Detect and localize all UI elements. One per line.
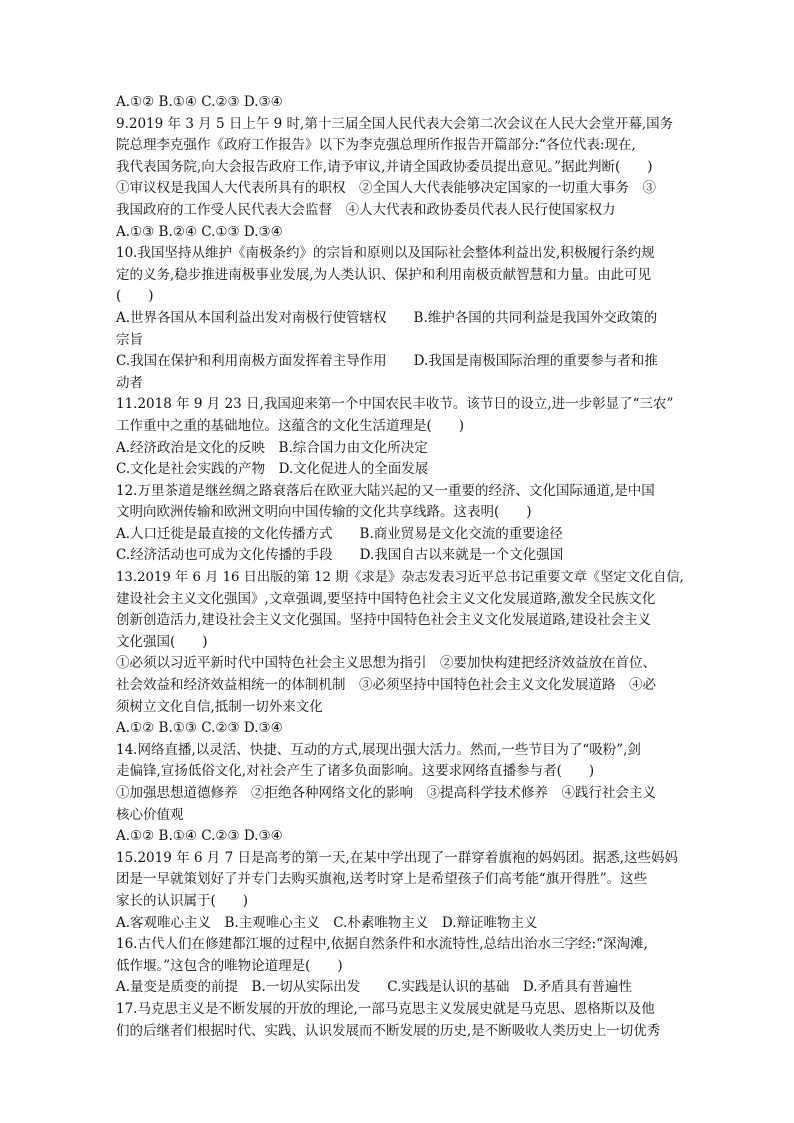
text-line: 家长的认识属于( ) [116,892,249,909]
text-line: 14.网络直播,以灵活、快捷、互动的方式,展现出强大活力。然而,一些节目为了“吸粉”,剑 [116,741,641,758]
text-line: A.客观唯心主义 B.主观唯心主义 C.朴素唯物主义 D.辩证唯物主义 [116,914,538,931]
text-line: 定的义务,稳步推进南极事业发展,为人类认识、保护和利用南极贡献智慧和力量。由此可见 [116,266,652,283]
text-line: 动者 [116,374,143,391]
text-line: 17.马克思主义是不断发展的开放的理论,一部马克思主义发展史就是马克思、恩格斯以及他 [116,1000,655,1017]
text-line: 建设社会主义文化强国》,文章强调,要坚持中国特色社会主义文化发展道路,激发全民族文化 [116,590,656,607]
text-line: 院总理李克强作《政府工作报告》以下为李克强总理所作报告开篇部分:“各位代表:现在, [116,137,636,154]
text-line: C.经济活动也可成为文化传播的手段 D.我国自古以来就是一个文化强国 [116,547,564,564]
text-line: 16.古代人们在修建都江堰的过程中,依据自然条件和水流特性,总结出治水三字经:“深淘滩, [116,936,648,953]
text-line: 我代表国务院,向大会报告政府工作,请予审议,并请全国政协委员提出意见。”据此判断( ) [116,158,653,175]
exam-page [116,92,690,1042]
text-line: ①审议权是我国人大代表所具有的职权 ②全国人大代表能够决定国家的一切重大事务 ③ [116,180,656,197]
text-line: ①加强思想道德修养 ②拒绝各种网络文化的影响 ③提高科学技术修养 ④践行社会主义 [116,785,656,801]
text-line: 我国政府的工作受人民代表大会监督 ④人大代表和政协委员代表人民行使国家权力 [116,201,616,218]
text-line: 社会效益和经济效益相统一的体制机制 ③必须坚持中国特色社会主义文化发展道路 ④必 [116,677,656,694]
text-line: 15.2019 年 6 月 7 日是高考的第一天,在某中学出现了一群穿着旗袍的妈妈团。据悉,这些妈妈 [116,849,679,866]
text-line: A.世界各国从本国利益出发对南极行使管辖权 B.维护各国的共同利益是我国外交政策的 [116,309,658,326]
text-line: 11.2018 年 9 月 23 日,我国迎来第一个中国农民丰收节。该节日的设立,进一步彰显了“三农” [116,396,674,413]
text-line: 12.万里茶道是继丝绸之路衰落后在欧亚大陆兴起的又一重要的经济、文化国际通道,是中国 [116,482,655,499]
text-line: 须树立文化自信,抵制一切外来文化 [116,698,323,715]
text-line: ①必须以习近平新时代中国特色社会主义思想为指引 ②要加快构建把经济效益放在首位、 [116,655,656,672]
text-line: A.人口迁徙是最直接的文化传播方式 B.商业贸易是文化交流的重要途径 [116,525,563,542]
text-line: 工作重中之重的基础地位。这蕴含的文化生活道理是( ) [116,417,465,434]
text-line: 创新创造活力,建设社会主义文化强国。坚持中国特色社会主义文化发展道路,建设社会主义 [116,612,652,629]
text-line: C.文化是社会实践的产物 D.文化促进人的全面发展 [116,461,429,478]
text-line: 低作堰。”这包含的唯物论道理是( ) [116,957,343,974]
text-line: A.经济政治是文化的反映 B.综合国力由文化所决定 [116,439,428,456]
text-line: A.①② B.①④ C.②③ D.③④ [116,94,283,110]
text-line: 文明向欧洲传输和欧洲文明向中国传输的文化共享线路。这表明( ) [116,504,532,521]
text-line: ( ) [116,288,154,305]
text-line: 13.2019 年 6 月 16 日出版的第 12 期《求是》杂志发表习近平总书记重要文章《坚定文化自信, [116,570,684,586]
text-line: A.①② B.①④ C.②③ D.③④ [116,828,283,845]
text-line: A.①③ B.②④ C.①③ D.③④ [116,223,283,240]
text-line: A.量变是质变的前提 B.一切从实际出发 C.实践是认识的基础 D.矛盾具有普遍性 [116,979,633,996]
text-line: 团是一早就策划好了并专门去购买旗袍,送考时穿上是希望孩子们高考能“旗开得胜”。这些 [116,871,648,888]
text-line: 们的后继者们根据时代、实践、认识发展而不断发展的历史,是不断吸收人类历史上一切优秀 [116,1022,661,1039]
text-line: 10.我国坚持从维护《南极条约》的宗旨和原则以及国际社会整体利益出发,积极履行条约规 [116,245,655,262]
text-line: 宗旨 [116,331,143,348]
text-line: C.我国在保护和利用南极方面发挥着主导作用 D.我国是南极国际治理的重要参与者和推 [116,353,658,370]
text-line: A.①② B.①③ C.②③ D.③④ [116,720,283,737]
text-line: 走偏锋,宣扬低俗文化,对社会产生了诸多负面影响。这要求网络直播参与者( ) [116,763,595,780]
text-line: 核心价值观 [116,806,184,823]
text-line: 9.2019 年 3 月 5 日上午 9 时,第十三届全国人民代表大会第二次会议在人民大会堂开幕,国务 [116,115,674,132]
text-line: 文化强国( ) [116,633,208,650]
